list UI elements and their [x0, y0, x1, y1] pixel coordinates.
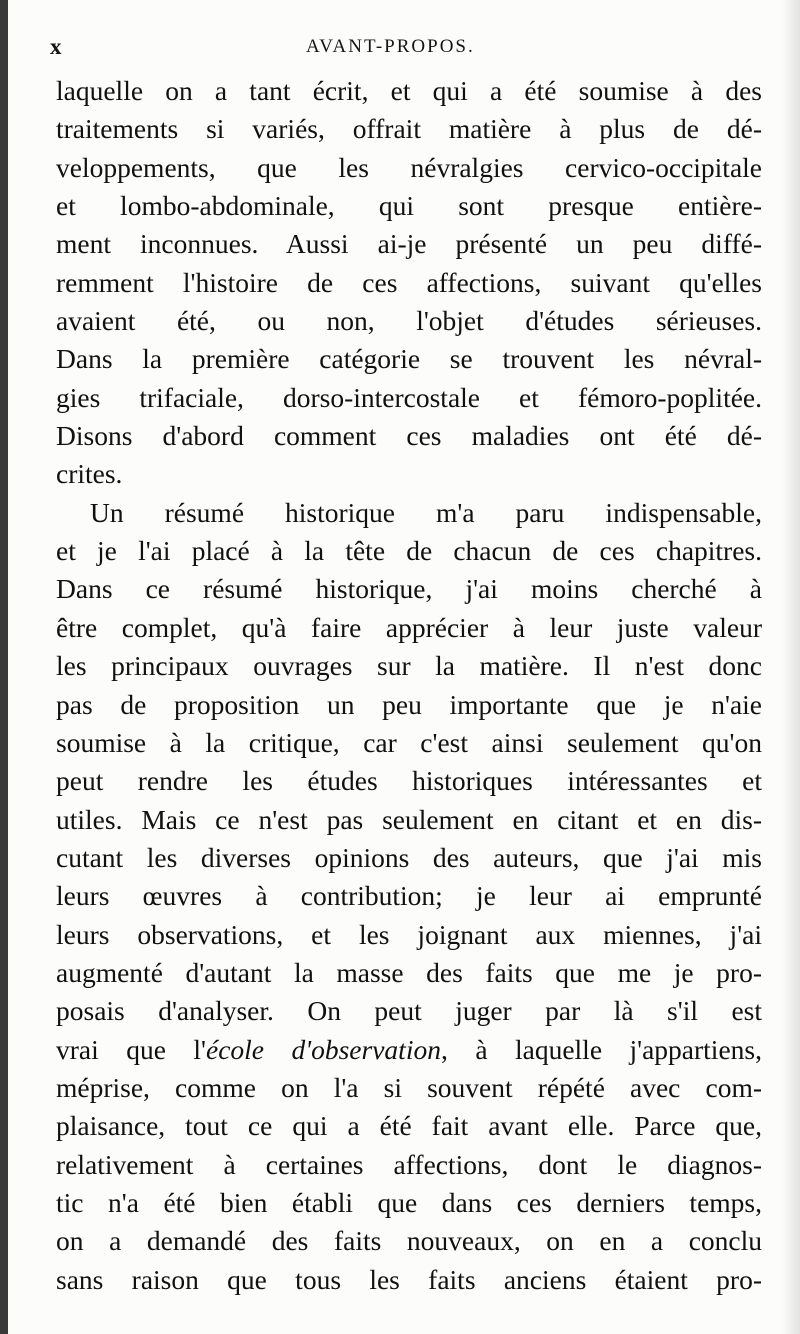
text-line: augmenté d'autant la masse des faits que me je pro-	[56, 956, 762, 988]
text-line-with-italic	[56, 1031, 762, 1069]
paragraph-end-line: crites.	[56, 458, 123, 490]
text-line: leurs œuvres à contribution; je leur ai emprunté	[56, 880, 762, 912]
text-line: et je l'ai placé à la tête de chacun de ces chapitres.	[56, 535, 762, 567]
text-line: pas de proposition un peu importante que je n'aie	[56, 688, 762, 720]
text-line: ment inconnues. Aussi ai-je présenté un peu diffé-	[56, 228, 762, 260]
text-line: peut rendre les études historiques intéressantes et	[56, 765, 762, 797]
text-line: leurs observations, et les joignant aux miennes, j'ai	[56, 918, 762, 950]
text-line: on a demandé des faits nouveaux, on en a conclu	[56, 1225, 762, 1257]
text-line: et lombo-abdominale, qui sont presque entière-	[56, 190, 762, 222]
text-line: gies trifaciale, dorso-intercostale et fémoro-poplitée.	[56, 381, 762, 413]
page-edge-shadow	[782, 0, 800, 1334]
paragraph-start-line: Un résumé historique m'a paru indispensable,	[90, 496, 762, 528]
text-segment: , à laquelle j'appartiens,	[440, 1033, 762, 1065]
body-text	[56, 72, 762, 1299]
page-header	[46, 34, 766, 64]
text-line: veloppements, que les névralgies cervico-occipitale	[56, 151, 762, 183]
running-head: AVANT-PROPOS.	[306, 36, 475, 57]
page-number: x	[50, 34, 63, 59]
text-line: laquelle on a tant écrit, et qui a été soumise à des	[56, 75, 762, 106]
italic-phrase: école d'observation	[206, 1033, 441, 1065]
text-line: relativement à certaines affections, dont le diagnos-	[56, 1148, 762, 1180]
text-line: Dans la première catégorie se trouvent les névral-	[56, 343, 762, 375]
text-line: méprise, comme on l'a si souvent répété avec com-	[56, 1071, 762, 1103]
text-line: cutant les diverses opinions des auteurs, que j'ai mis	[56, 841, 762, 873]
text-line: plaisance, tout ce qui a été fait avant elle. Parce que,	[56, 1110, 762, 1142]
text-line: Dans ce résumé historique, j'ai moins cherché à	[56, 573, 762, 605]
text-line: remment l'histoire de ces affections, suivant qu'elles	[56, 266, 762, 298]
text-segment: vrai que l'	[56, 1033, 206, 1065]
text-line: sans raison que tous les faits anciens étaient pro-	[56, 1263, 762, 1295]
text-line: être complet, qu'à faire apprécier à leur juste valeur	[56, 611, 762, 643]
text-line: tic n'a été bien établi que dans ces derniers temps,	[56, 1186, 762, 1218]
text-line: soumise à la critique, car c'est ainsi seulement qu'on	[56, 726, 762, 758]
text-line: traitements si variés, offrait matière à plus de dé-	[56, 113, 762, 145]
text-line: utiles. Mais ce n'est pas seulement en citant et en dis-	[56, 803, 762, 835]
text-line: posais d'analyser. On peut juger par là s'il est	[56, 995, 762, 1027]
text-line: avaient été, ou non, l'objet d'études sérieuses.	[56, 305, 762, 337]
text-line: les principaux ouvrages sur la matière. Il n'est donc	[56, 650, 762, 682]
text-line: Disons d'abord comment ces maladies ont été dé-	[56, 420, 762, 452]
